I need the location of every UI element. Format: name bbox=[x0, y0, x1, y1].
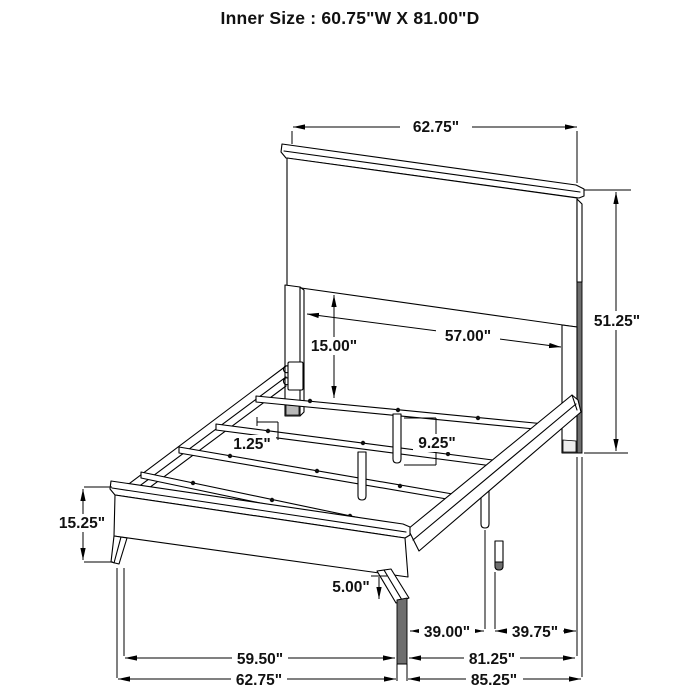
label-inner-width: 57.00" bbox=[444, 328, 492, 345]
label-slat-thickness: 1.25" bbox=[233, 436, 271, 453]
footboard-left-leg bbox=[111, 536, 127, 564]
label-headboard-width: 62.75" bbox=[412, 119, 460, 136]
label-footboard-leg-height: 5.00" bbox=[332, 579, 370, 596]
label-slat-support-height: 9.25" bbox=[418, 435, 456, 452]
drawing-title: Inner Size : 60.75"W X 81.00"D bbox=[220, 8, 480, 28]
label-footboard-inner-width: 59.50" bbox=[236, 651, 284, 668]
headboard-right-leg bbox=[562, 325, 577, 453]
footboard-right-leg-post bbox=[397, 598, 407, 664]
label-overall-depth: 85.25" bbox=[470, 672, 518, 689]
footboard bbox=[110, 481, 410, 664]
headboard-left-leg bbox=[285, 285, 300, 416]
label-headboard-bottom-to-slat: 15.00" bbox=[310, 338, 358, 355]
label-footboard-outer-width: 62.75" bbox=[235, 672, 283, 689]
headboard-side-edge bbox=[577, 282, 582, 453]
label-side-rail-inner-length: 81.25" bbox=[468, 651, 516, 668]
label-front-leg-to-center-leg: 39.00" bbox=[423, 624, 471, 641]
label-center-leg-to-headboard: 39.75" bbox=[511, 624, 559, 641]
label-footboard-height: 15.25" bbox=[58, 515, 106, 532]
label-headboard-height: 51.25" bbox=[593, 313, 641, 330]
